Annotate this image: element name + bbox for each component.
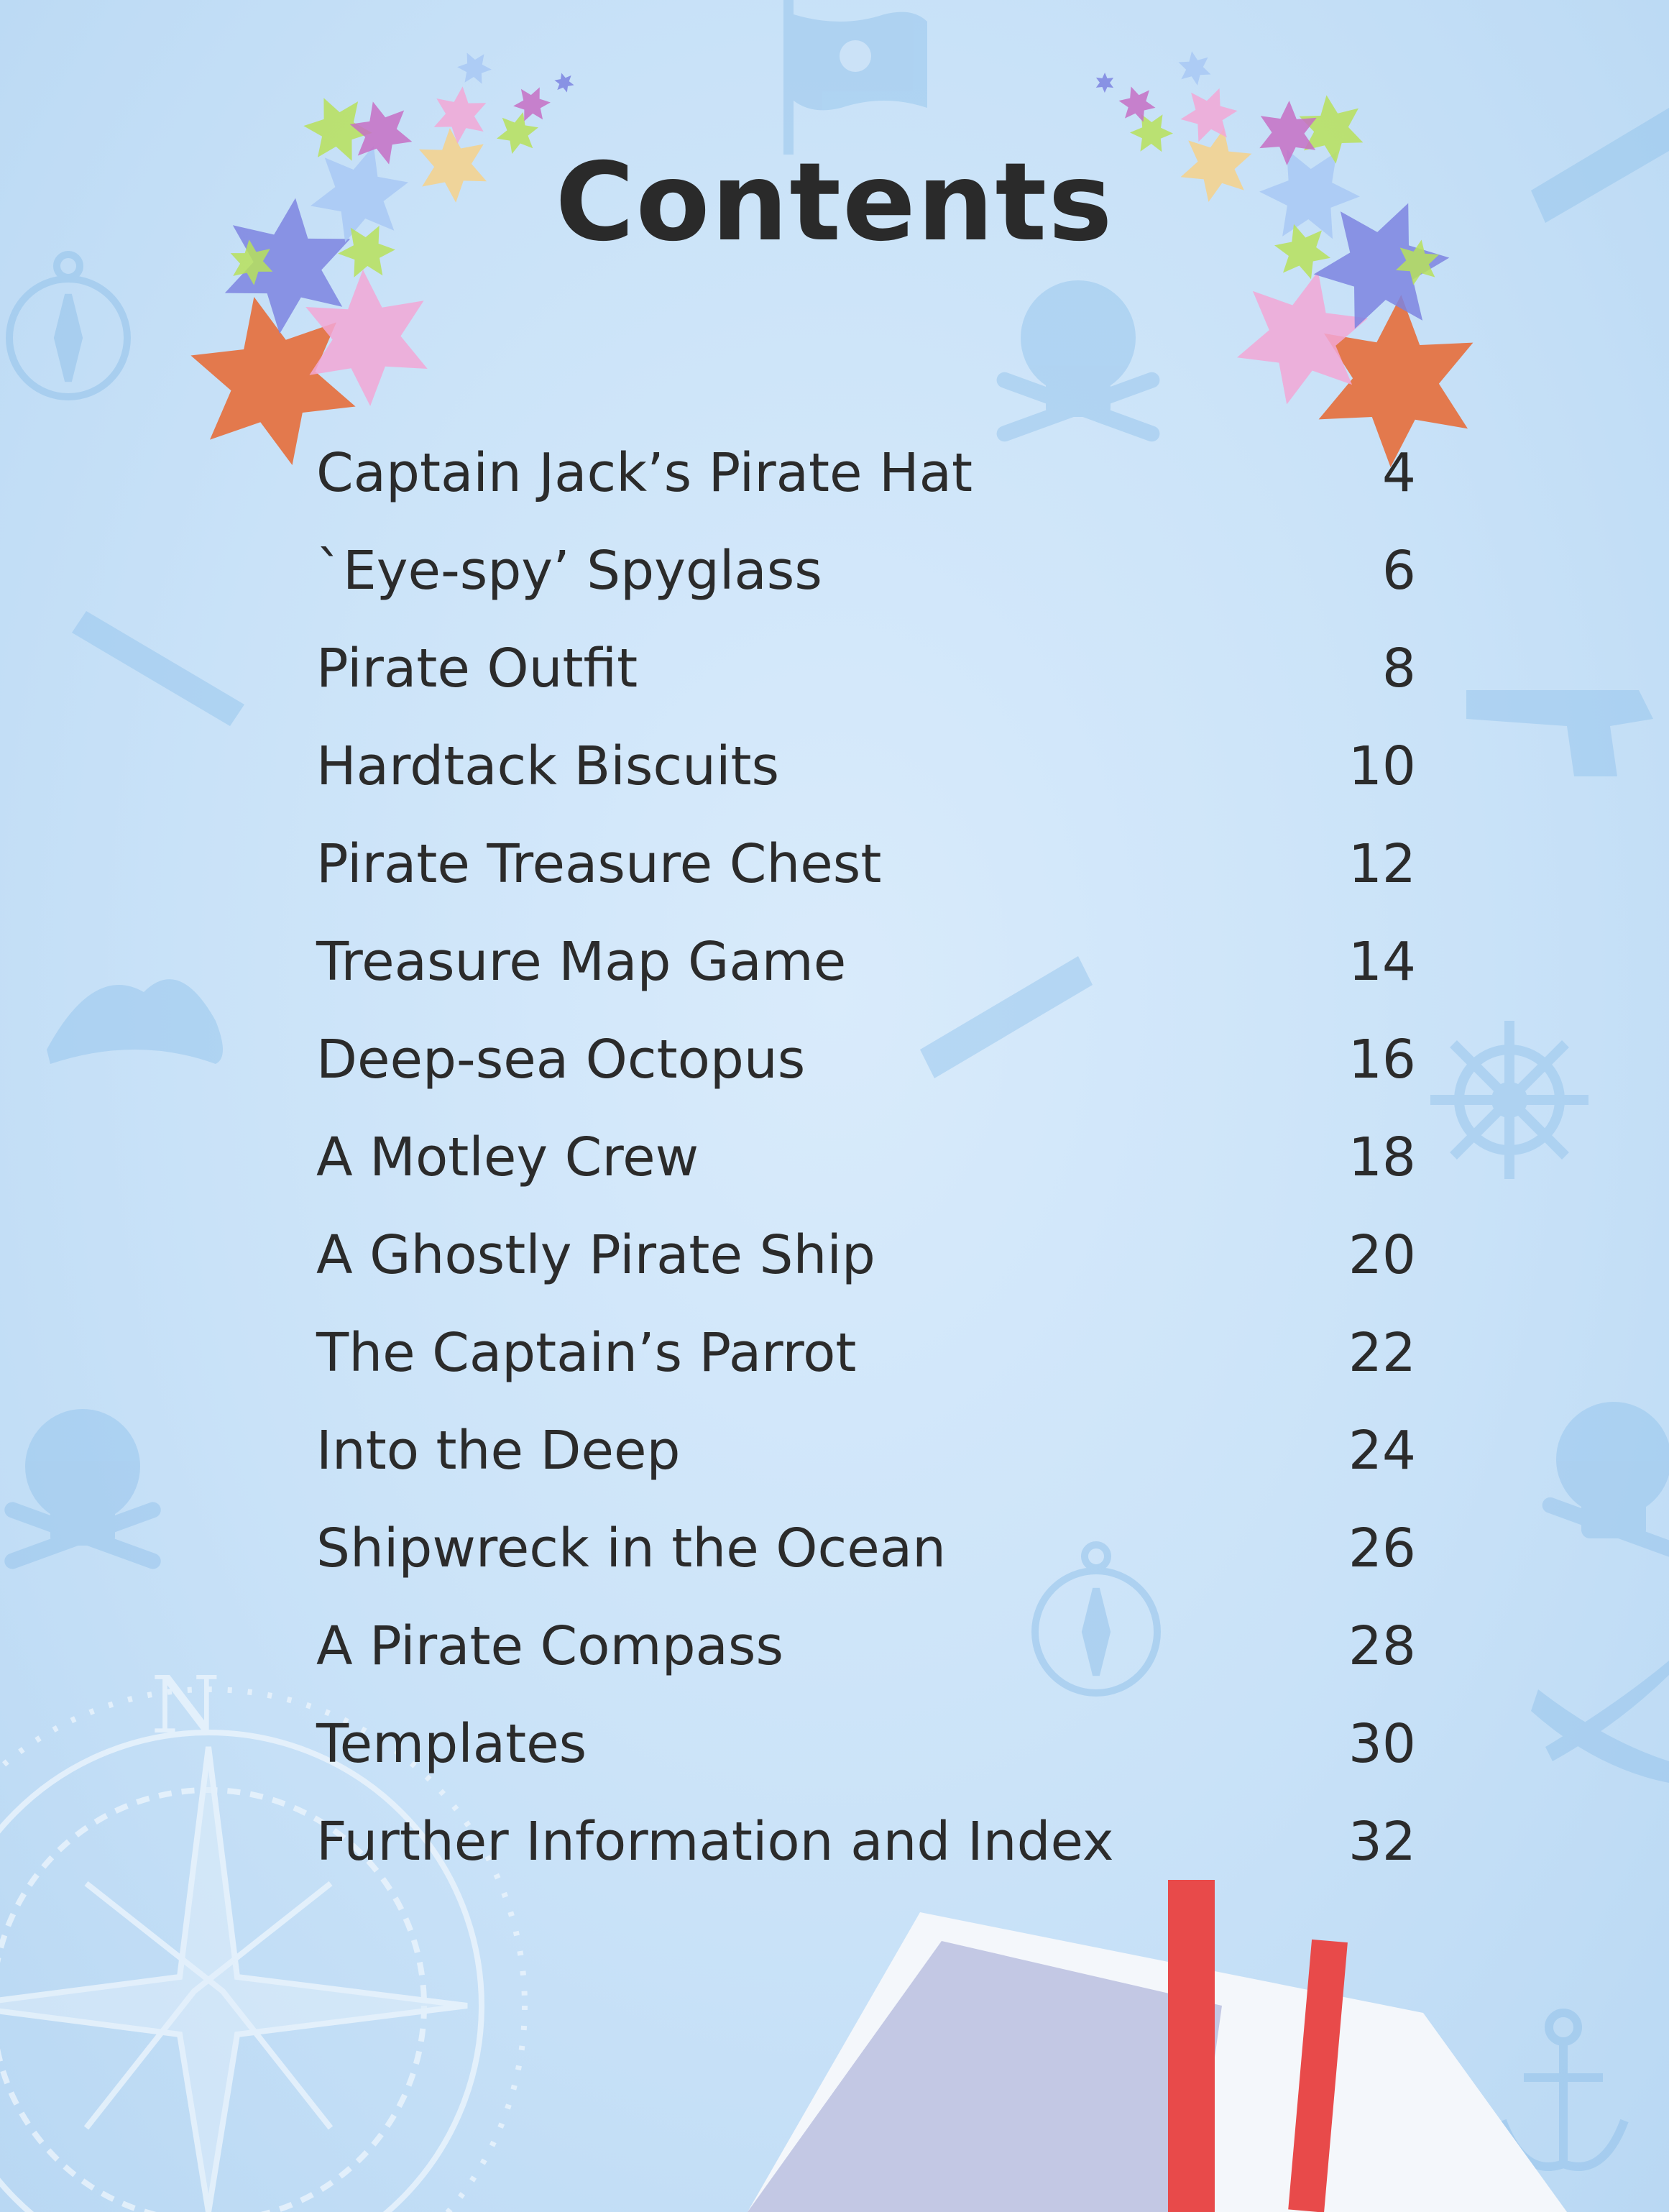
toc-entry-page: 16 bbox=[1348, 1029, 1416, 1091]
toc-entry-title: Into the Deep bbox=[316, 1420, 681, 1482]
star-icon bbox=[1119, 86, 1156, 121]
toc-entry bbox=[316, 717, 1416, 815]
star-icon bbox=[434, 86, 487, 144]
star-icon bbox=[1179, 51, 1211, 85]
toc-entry-title: Shipwreck in the Ocean bbox=[316, 1518, 946, 1579]
toc-entry-title: A Motley Crew bbox=[316, 1126, 699, 1188]
toc-entry bbox=[316, 1793, 1416, 1891]
star-icon bbox=[554, 73, 574, 93]
toc-entry bbox=[316, 620, 1416, 717]
toc-entry-page: 24 bbox=[1348, 1420, 1416, 1482]
toc-entry bbox=[316, 1011, 1416, 1109]
toc-entry-title: The Captain’s Parrot bbox=[316, 1322, 857, 1384]
toc-entry-title: `Eye-spy’ Spyglass bbox=[316, 540, 822, 602]
star-icon bbox=[1180, 88, 1237, 142]
toc-entry-page: 18 bbox=[1348, 1126, 1416, 1188]
toc-entry-title: Further Information and Index bbox=[316, 1811, 1114, 1873]
toc-entry-page: 12 bbox=[1348, 833, 1416, 895]
star-icon bbox=[513, 87, 551, 121]
star-icon bbox=[1096, 73, 1113, 93]
toc-entry bbox=[316, 1500, 1416, 1597]
svg-text:N: N bbox=[151, 1659, 221, 1751]
toc-entry bbox=[316, 1402, 1416, 1500]
page-title: Contents bbox=[555, 140, 1114, 265]
toc-entry bbox=[316, 1206, 1416, 1304]
toc-entry-page: 4 bbox=[1381, 442, 1416, 504]
star-icon bbox=[457, 52, 492, 83]
toc-entry-page: 26 bbox=[1348, 1518, 1416, 1579]
toc-entry bbox=[316, 815, 1416, 913]
toc-entry-page: 28 bbox=[1348, 1615, 1416, 1677]
toc-entry-page: 20 bbox=[1348, 1224, 1416, 1286]
toc-entry-title: A Ghostly Pirate Ship bbox=[316, 1224, 875, 1286]
toc-entry-title: Deep-sea Octopus bbox=[316, 1029, 806, 1091]
toc-entry bbox=[316, 1597, 1416, 1695]
toc-entry-title: Templates bbox=[316, 1713, 587, 1775]
toc-entry-page: 6 bbox=[1381, 540, 1416, 602]
toc-entry bbox=[316, 1109, 1416, 1206]
toc-entry-title: Hardtack Biscuits bbox=[316, 735, 780, 797]
toc-entry-title: Captain Jack’s Pirate Hat bbox=[316, 442, 973, 504]
toc-entry-page: 22 bbox=[1348, 1322, 1416, 1384]
toc-entry bbox=[316, 424, 1416, 522]
toc-entry-title: Pirate Treasure Chest bbox=[316, 833, 882, 895]
toc-entry bbox=[316, 522, 1416, 620]
toc-entry-title: A Pirate Compass bbox=[316, 1615, 783, 1677]
toc-entry-title: Pirate Outfit bbox=[316, 638, 638, 699]
contents-list bbox=[316, 424, 1416, 1891]
toc-entry-page: 32 bbox=[1348, 1811, 1416, 1873]
toc-entry-page: 8 bbox=[1381, 638, 1416, 699]
toc-entry-page: 10 bbox=[1348, 735, 1416, 797]
toc-entry-title: Treasure Map Game bbox=[316, 931, 847, 993]
toc-entry bbox=[316, 1695, 1416, 1793]
toc-entry bbox=[316, 913, 1416, 1011]
toc-entry-page: 30 bbox=[1348, 1713, 1416, 1775]
toc-entry bbox=[316, 1304, 1416, 1402]
toc-entry-page: 14 bbox=[1348, 931, 1416, 993]
